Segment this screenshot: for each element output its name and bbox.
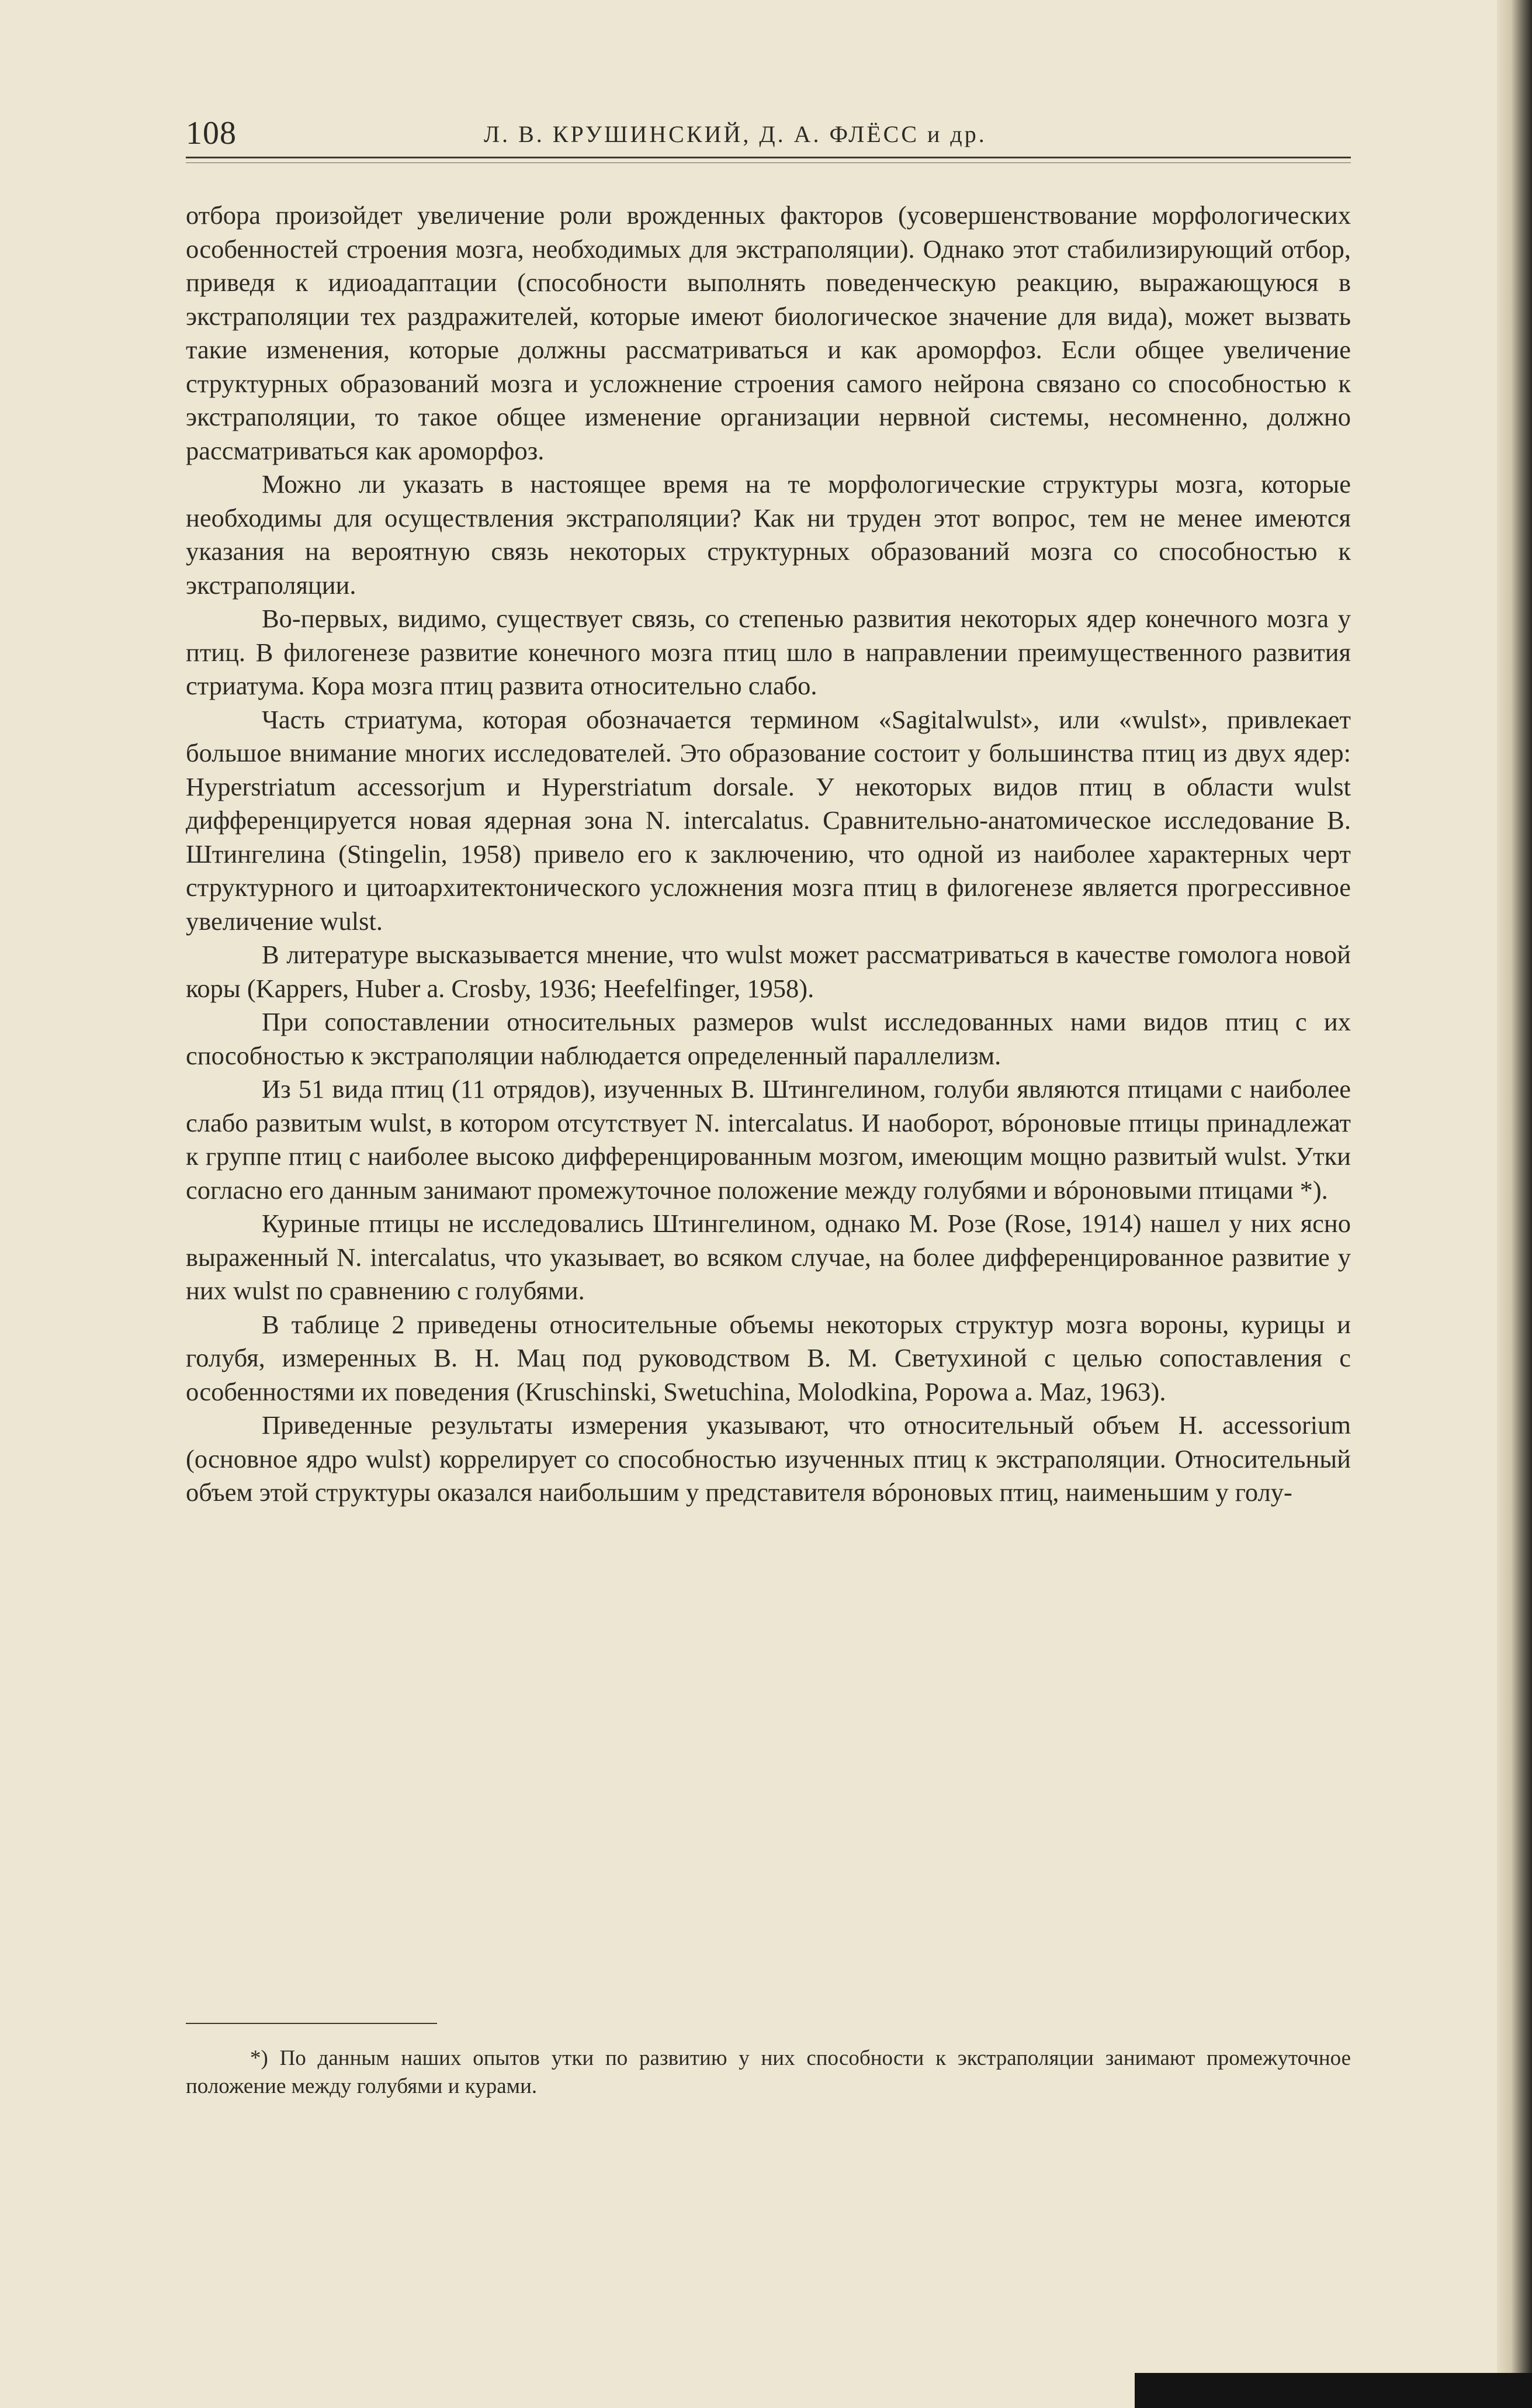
paragraph: Куриные птицы не исследовались Штингелином, однако М. Розе (Rose, 1914) нашел у них ясно выраженный N. intercalatus, что указывает, во всяком случае, на более дифференцированное развитие у них wulst по сравнению с голубями. — [186, 1209, 1351, 1305]
footnote-rule — [186, 2023, 437, 2024]
running-head — [186, 115, 1351, 155]
paragraph: Часть стриатума, которая обозначается термином «Sagitalwulst», или «wulst», привлекает большое внимание многих исследователей. Это образование состоит у большинства птиц из двух ядер: Hyperstriatum accessorjum и Hyperstriatum dorsale. У некоторых видов птиц в области wulst дифференцируется новая ядерная зона N. intercalatus. Сравнительно-анатомическое исследование В. Штингелина (Stingelin, 1958) привело его к заключению, что одной из наиболее характерных черт структурного и цитоархитектонического усложнения мозга птиц в филогенезе является прогрессивное увеличение wulst. — [186, 704, 1351, 936]
paragraph: отбора произойдет увеличение роли врожденных факторов (усовершенствование морфологических особенностей строения мозга, необходимых для экстраполяции). Однако этот стабилизирующий отбор, приведя к идиоадаптации (способности выполнять поведенческую реакцию, выражающуюся в экстраполяции тех раздражителей, которые имеют биологическое значение для вида), может вызвать такие изменения, которые должны рассматриваться и как ароморфоз. Если общее увеличение структурных образований мозга и усложнение строения самого нейрона связано со способностью к экстраполяции, то такое общее изменение организации нервной системы, несомненно, должно рассматриваться как ароморфоз. — [186, 200, 1351, 465]
paragraph: В литературе высказывается мнение, что wulst может рассматриваться в качестве гомолога новой коры (Kappers, Huber a. Crosby, 1936; Heefelfinger, 1958). — [186, 940, 1351, 1003]
paragraph: Можно ли указать в настоящее время на те морфологические структуры мозга, которые необходимы для осуществления экстраполяции? Как ни труден этот вопрос, тем не менее имеются указания на вероятную связь некоторых структурных образований мозга со способностью к экстраполяции. — [186, 469, 1351, 600]
running-title: Л. В. КРУШИНСКИЙ, Д. А. ФЛЁСС и др. — [484, 121, 987, 147]
header-rule — [186, 157, 1351, 158]
header-rule-thin — [186, 162, 1351, 163]
footnote-text: *) По данным наших опытов утки по развитию у них способности к экстраполяции занимают промежуточное положение между голубями и курами. — [186, 2046, 1351, 2098]
scan-background-corner — [1135, 2373, 1532, 2408]
paragraph: При сопоставлении относительных размеров wulst исследованных нами видов птиц с их способностью к экстраполяции наблюдается определенный параллелизм. — [186, 1007, 1351, 1070]
footnote — [186, 2044, 1351, 2101]
body-text — [186, 199, 1351, 1510]
paragraph: Приведенные результаты измерения указывают, что относительный объем H. accessorium (основное ядро wulst) коррелирует со способностью изученных птиц к экстраполяции. Относительный объем этой структуры оказался наибольшим у представителя вóроновых птиц, наименьшим у голу- — [186, 1410, 1351, 1507]
paragraph: В таблице 2 приведены относительные объемы некоторых структур мозга вороны, курицы и голубя, измеренных В. Н. Мац под руководством В. М. Светухиной с целью сопоставления с особенностями их поведения (Kruschinski, Swetuchina, Molodkina, Popowa a. Maz, 1963). — [186, 1309, 1351, 1406]
page-number: 108 — [186, 115, 237, 151]
page-edge-shadow — [1497, 0, 1532, 2408]
paragraph: Во-первых, видимо, существует связь, со степенью развития некоторых ядер конечного мозга у птиц. В филогенезе развитие конечного мозга птиц шло в направлении преимущественного развития стриатума. Кора мозга птиц развита относительно слабо. — [186, 604, 1351, 700]
paragraph: Из 51 вида птиц (11 отрядов), изученных В. Штингелином, голуби являются птицами с наиболее слабо развитым wulst, в котором отсутствует N. intercalatus. И наоборот, вóроновые птицы принадлежат к группе птиц с наиболее высоко дифференцированным мозгом, имеющим мощно развитый wulst. Утки согласно его данным занимают промежуточное положение между голубями и вóроновыми птицами *). — [186, 1074, 1351, 1205]
